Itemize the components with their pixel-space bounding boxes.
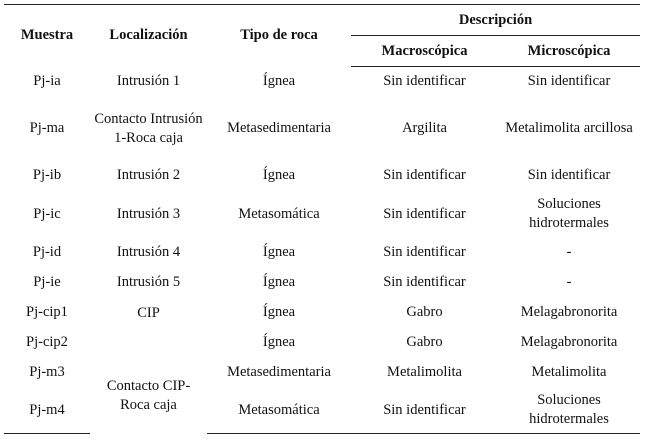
cell-macroscopica: Sin identificar: [383, 167, 466, 183]
cell-localizacion: Contacto Intrusión 1-Roca caja: [94, 110, 203, 146]
table-row: [4, 298, 640, 328]
header-row-1: [4, 5, 640, 36]
cell-macroscopica: Metalimolita: [387, 364, 462, 380]
samples-table-container: [4, 4, 640, 436]
cell-microscopica: Melagabronorita: [520, 304, 618, 320]
table-row: [4, 161, 640, 191]
cell-muestra: Pj-ie: [33, 274, 61, 290]
cell-microscopica: Soluciones hidrotermales: [498, 388, 640, 434]
header-microscopica: Microscópica: [498, 36, 640, 67]
header-muestra: Muestra: [4, 5, 90, 67]
cell-tipo-roca: Ígnea: [262, 304, 296, 320]
cell-tipo-roca: Ígnea: [262, 73, 296, 89]
cell-macroscopica: Argilita: [402, 120, 447, 136]
header-macroscopica: Macroscópica: [351, 36, 498, 67]
cell-muestra: Pj-cip2: [26, 334, 68, 350]
header-tipo-roca: Tipo de roca: [207, 5, 351, 67]
cell-microscopica: -: [566, 244, 572, 260]
cell-muestra: Pj-ma: [29, 120, 65, 136]
cell-tipo-roca: Ígnea: [262, 334, 296, 350]
cell-muestra: Pj-id: [32, 244, 62, 260]
cell-tipo-roca: Metasedimentaria: [227, 364, 331, 380]
cell-localizacion: Intrusión 2: [116, 167, 181, 183]
table-row: [4, 97, 640, 161]
table-row: [4, 67, 640, 97]
cell-tipo-roca: Ígnea: [262, 244, 296, 260]
cell-muestra: Pj-ia: [33, 73, 61, 89]
cell-muestra: Pj-cip1: [26, 304, 68, 320]
cell-microscopica: Sin identificar: [527, 73, 611, 90]
cell-tipo-roca: Metasomática: [207, 388, 351, 434]
cell-muestra: Pj-ib: [32, 167, 62, 183]
cell-macroscopica: Sin identificar: [383, 244, 466, 260]
cell-tipo-roca: Ígnea: [262, 274, 296, 290]
cell-localizacion: Intrusión 5: [116, 274, 181, 290]
cell-macroscopica: Sin identificar: [383, 73, 466, 90]
cell-microscopica: Soluciones hidrotermales: [529, 196, 609, 231]
cell-muestra: Pj-ic: [33, 205, 61, 222]
cell-macroscopica: Sin identificar: [351, 388, 498, 434]
cell-localizacion: Intrusión 4: [116, 244, 181, 260]
cell-microscopica: -: [566, 274, 572, 290]
table-row: [4, 238, 640, 268]
table-body: [4, 67, 640, 434]
header-descripcion: Descripción: [351, 5, 640, 36]
cell-tipo-roca: Metasedimentaria: [227, 120, 331, 136]
cell-macroscopica: Sin identificar: [383, 205, 466, 222]
cell-macroscopica: Gabro: [406, 304, 443, 320]
cell-localizacion: Contacto CIP-Roca caja: [106, 377, 191, 413]
cell-macroscopica: Gabro: [406, 334, 443, 350]
cell-tipo-roca: Ígnea: [262, 167, 296, 183]
table-row: [4, 268, 640, 298]
cell-tipo-roca: Metasomática: [238, 205, 320, 222]
cell-microscopica: Melagabronorita: [520, 334, 618, 350]
samples-table: [4, 4, 640, 434]
cell-muestra: Pj-m4: [4, 388, 90, 434]
header-localizacion: Localización: [90, 5, 207, 67]
table-row: [4, 358, 640, 388]
table-row: [4, 191, 640, 238]
cell-microscopica: Metalimolita arcillosa: [505, 120, 633, 136]
table-header: [4, 5, 640, 67]
cell-muestra: Pj-m3: [29, 364, 65, 380]
cell-localizacion: CIP: [137, 304, 160, 321]
cell-microscopica: Metalimolita: [531, 364, 607, 380]
cell-localizacion: Intrusión 3: [116, 205, 181, 222]
cell-localizacion: Intrusión 1: [116, 73, 181, 89]
cell-microscopica: Sin identificar: [527, 167, 611, 183]
cell-macroscopica: Sin identificar: [383, 274, 466, 290]
